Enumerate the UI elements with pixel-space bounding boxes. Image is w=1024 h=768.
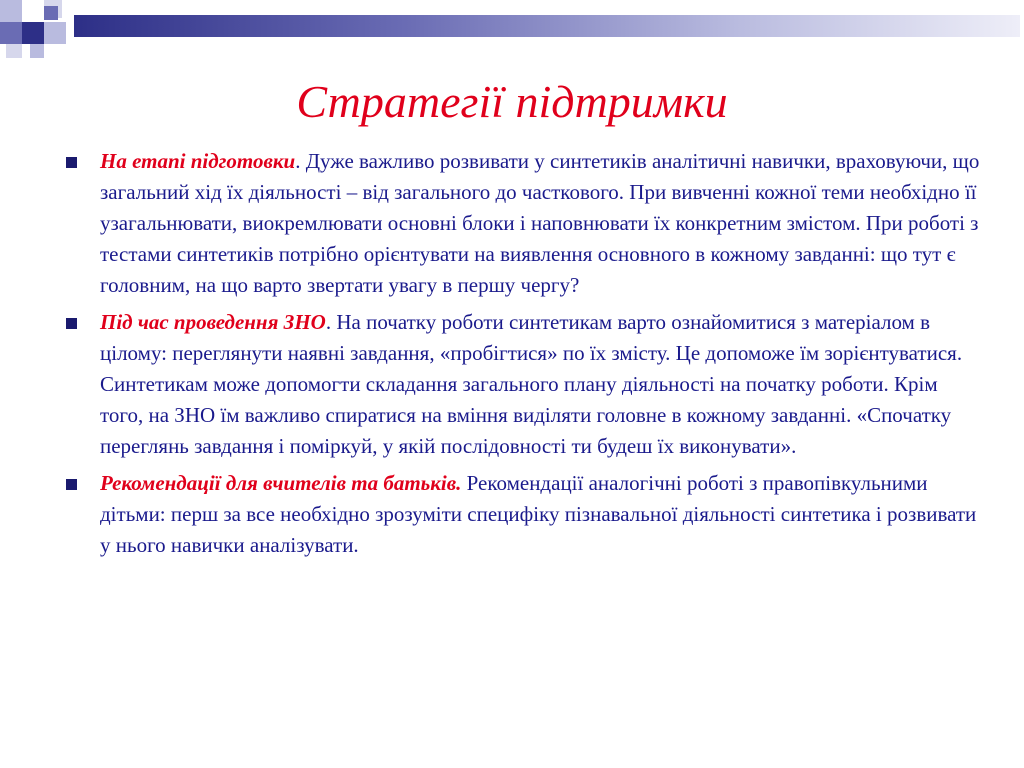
deco-square [0,22,22,44]
square-bullet-icon [66,157,77,168]
bullet-item-preparation [62,146,982,301]
header-gradient-bar [74,15,1020,37]
bullet-text: . На початку роботи синтетикам варто ознайомитися з матеріалом в цілому: переглянути наявні завдання, «пробігтися» по їх змісту. Це допоможе їм зорієнтуватися. Синтетикам може допомогти складання загального плану діяльності на початку роботи. Крім того, на ЗНО їм важливо спиратися на вміння виділяти головне в кожному завданні. «Спочатку переглянь завдання і поміркуй, у якій послідовності ти будеш їх виконувати». [100,310,963,458]
deco-square [22,0,44,22]
bullet-item-recommendations [62,468,982,561]
deco-square [22,22,44,44]
deco-square [44,22,66,44]
deco-square [6,44,22,58]
bullet-list [62,146,982,567]
deco-square [0,0,22,22]
bullet-text: . Дуже важливо розвивати у синтетиків аналітичні навички, враховуючи, що загальний хід їх діяльності – від загального до часткового. При вивченні кожної теми необхідно її узагальнювати, виокремлювати основні блоки і наповнювати їх конкретним змістом. При роботі з тестами синтетиків потрібно орієнтувати на виявлення основного в кожному завданні: що тут є головним, на що варто звертати увагу в першу чергу? [100,149,980,297]
deco-square [30,44,44,58]
bullet-lead: Рекомендації для вчителів та батьків. [100,471,462,495]
bullet-text: Рекомендації аналогічні роботі з правопівкульними дітьми: перш за все необхідно зрозуміти специфіку пізнавальної діяльності синтетика і розвивати у нього навички аналізувати. [100,471,977,557]
bullet-lead: Під час проведення ЗНО [100,310,326,334]
square-bullet-icon [66,318,77,329]
square-bullet-icon [66,479,77,490]
bullet-item-exam [62,307,982,462]
bullet-lead: На етапі підготовки [100,149,296,173]
slide-title: Стратегії підтримки [296,76,728,127]
deco-square [44,6,58,20]
header-decoration [0,0,1024,60]
